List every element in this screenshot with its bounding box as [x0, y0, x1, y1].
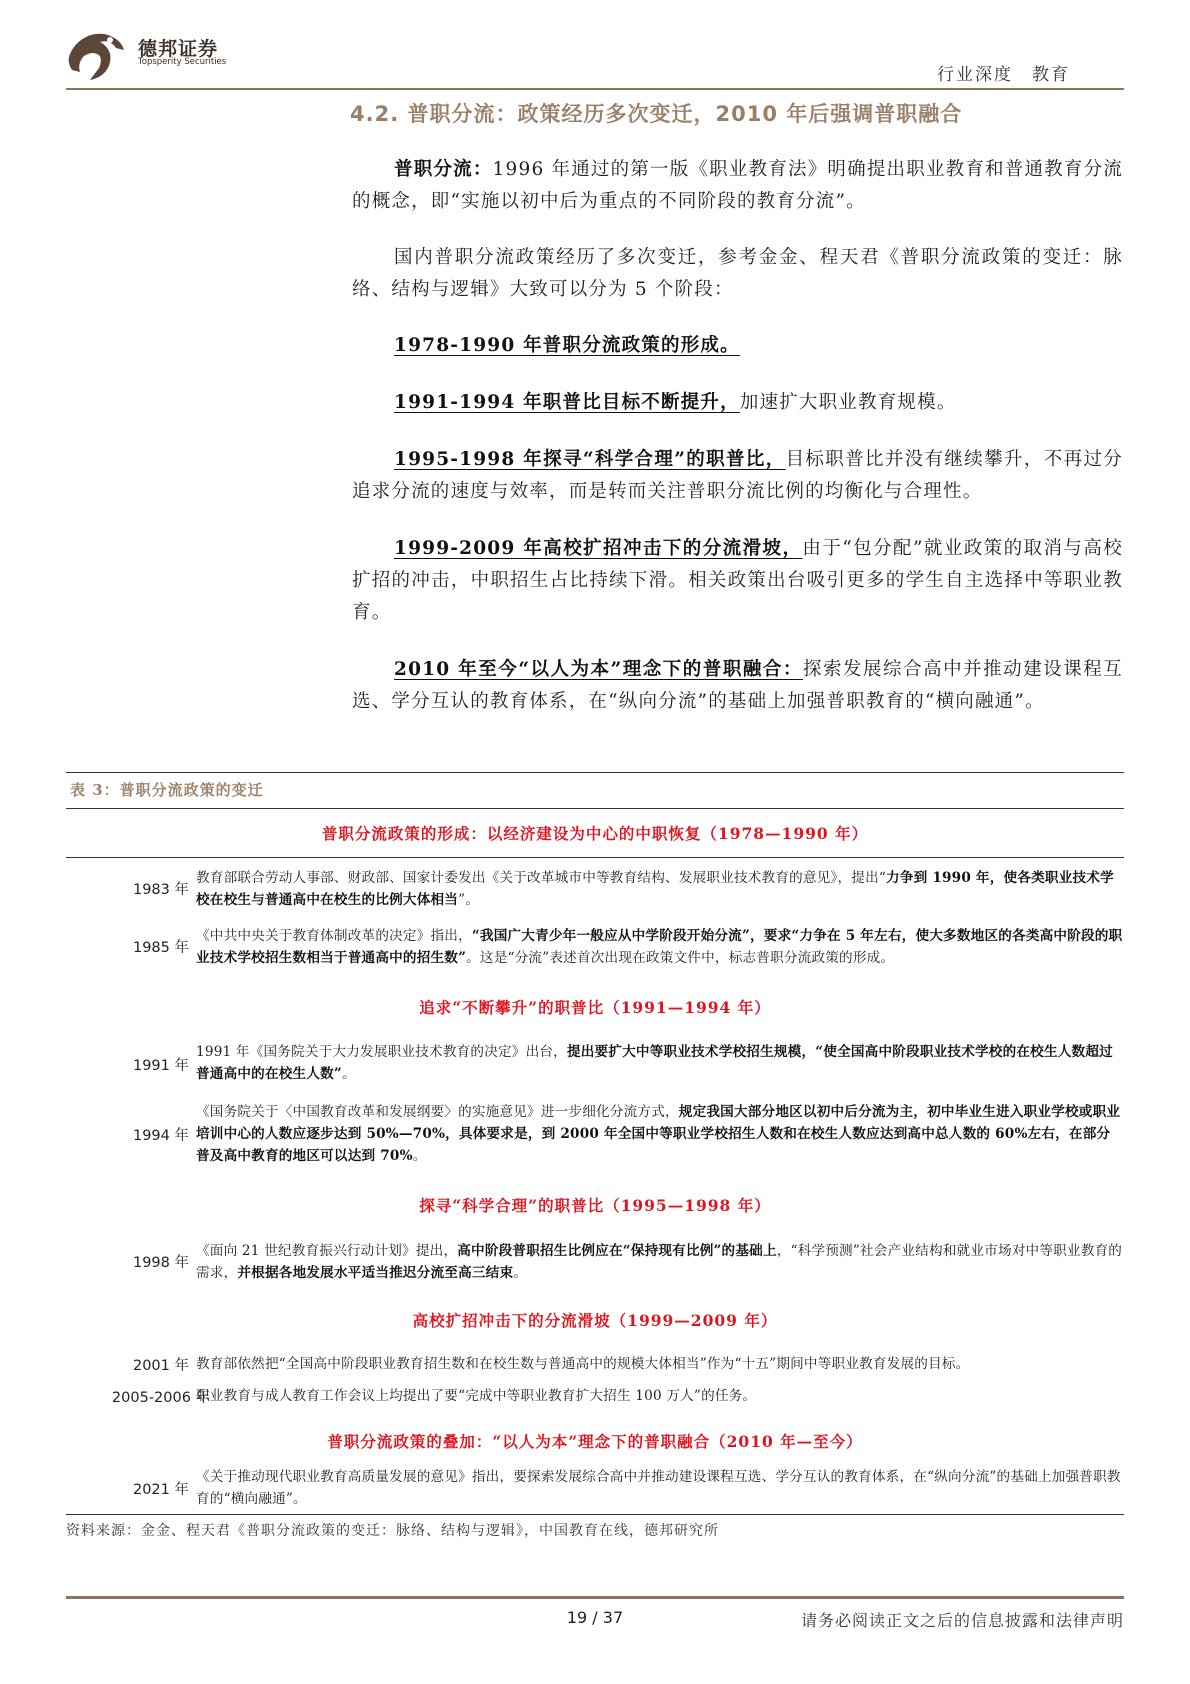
stage-3-text: 目标职普比并没有继续攀升，不再过分追求分流的速度与效率，而是转而关注普职分流比例的均衡化与合理性。 — [352, 449, 1123, 502]
stages-overview-text: 国内普职分流政策经历了多次变迁，参考金金、程天君《普职分流政策的变迁：脉络、结构与逻辑》大致可以分为 5 个阶段： — [352, 247, 1123, 300]
stage-2-title: 1991-1994 年职普比目标不断提升， — [394, 392, 740, 413]
stage-5-text: 探索发展综合高中并推动建设课程互选、学分互认的教育体系，在“纵向分流”的基础上加强普职教育的“横向融通”。 — [352, 659, 1123, 712]
section-title: 4.2. 普职分流：政策经历多次变迁，2010 年后强调普职融合 — [350, 102, 963, 126]
page-number: 19 / 37 — [566, 1608, 624, 1627]
stage-4-title: 1999-2009 年高校扩招冲击下的分流滑坡， — [394, 538, 803, 559]
paragraph-stage-3 — [352, 444, 1123, 508]
logo-icon — [66, 26, 128, 82]
report-category: 行业深度 教育 — [937, 65, 1070, 85]
footer-divider — [66, 1596, 1124, 1599]
table-caption: 表 3：普职分流政策的变迁 — [70, 781, 264, 799]
table-row-year: 1994 年 — [132, 1128, 189, 1144]
table-row-year: 1991 年 — [132, 1058, 189, 1074]
table-section-rule — [66, 857, 1124, 858]
table-row-year: 1985 年 — [132, 940, 189, 956]
table-section-header: 普职分流政策的形成：以经济建设为中心的中职恢复（1978—1990 年） — [321, 824, 869, 843]
table-source-note: 资料来源：金金、程天君《普职分流政策的变迁：脉络、结构与逻辑》，中国教育在线，德邦研究所 — [66, 1523, 719, 1539]
table-bottom-rule — [66, 1514, 1124, 1515]
stage-5-title: 2010 年至今“以人为本”理念下的普职融合： — [394, 659, 803, 680]
stage-1-title: 1978-1990 年普职分流政策的形成。 — [394, 335, 740, 356]
table-row-text: 《国务院关于〈中国教育改革和发展纲要〉的实施意见》进一步细化分流方式，规定我国大部分地区以初中后分流为主，初中毕业生进入职业学校或职业培训中心的人数应逐步达到 50%—70%，具体要求是，到 2000 年全国中等职业学校招生人数和在校生人数应达到高中总人数的 60%左右，在部分普及高中教育的地区可以达到 70%。 — [196, 1104, 1121, 1164]
disclaimer-notice: 请务必阅读正文之后的信息披露和法律声明 — [800, 1611, 1124, 1630]
table-row-text: 《面向 21 世纪教育振兴行动计划》提出，高中阶段普职招生比例应在“保持现有比例”的基础上，“科学预测”社会产业结构和就业市场对中等职业教育的需求，并根据各地发展水平适当推迟分流至高三结束。 — [196, 1243, 1123, 1281]
logo-english-name: Topsperity Securities — [138, 57, 227, 67]
table-row-year: 2005-2006 年 — [111, 1390, 211, 1406]
table-row-year: 1998 年 — [132, 1255, 189, 1271]
table-row-text: 1991 年《国务院关于大力发展职业技术教育的决定》出台，提出要扩大中等职业技术学校招生规模，“使全国高中阶段职业技术学校的在校生人数超过普通高中的在校生人数”。 — [196, 1044, 1113, 1082]
paragraph-stage-1 — [352, 330, 1123, 362]
paragraph-stage-2 — [352, 387, 1123, 419]
table-caption-rule — [66, 808, 1124, 809]
table-row-text: 职业教育与成人教育工作会议上均提出了要“完成中等职业教育扩大招生 100 万人”的任务。 — [196, 1388, 757, 1404]
table-row-year: 1983 年 — [132, 882, 189, 898]
intro-bold-lead: 普职分流： — [394, 159, 493, 180]
table-row-text: 《关于推动现代职业教育高质量发展的意见》指出，要探索发展综合高中并推动建设课程互选、学分互认的教育体系，在“纵向分流”的基础上加强普职教育的“横向融通”。 — [196, 1469, 1121, 1507]
paragraph-stage-5 — [352, 654, 1123, 718]
logo-chinese-name: 德邦证券 — [138, 38, 219, 60]
table-row-text: 教育部联合劳动人事部、财政部、国家计委发出《关于改革城市中等教育结构、发展职业技术教育的意见》，提出“力争到 1990 年，使各类职业技术学校在校生与普通高中在校生的比例大体相当”。 — [196, 870, 1114, 908]
paragraph-intro — [352, 154, 1123, 218]
stage-4-text: 由于“包分配”就业政策的取消与高校扩招的冲击，中职招生占比持续下滑。相关政策出台吸引更多的学生自主选择中等职业教育。 — [352, 538, 1123, 623]
intro-text: 1996 年通过的第一版《职业教育法》明确提出职业教育和普通教育分流的概念，即“实施以初中后为重点的不同阶段的教育分流”。 — [352, 159, 1123, 212]
table-section-header: 高校扩招冲击下的分流滑坡（1999—2009 年） — [412, 1311, 778, 1330]
table-top-rule — [66, 772, 1124, 773]
table-section-header: 探寻“科学合理”的职普比（1995—1998 年） — [419, 1196, 771, 1215]
stage-3-title: 1995-1998 年探寻“科学合理”的职普比， — [394, 449, 786, 470]
table-row-text: 《中共中央关于教育体制改革的决定》指出，“我国广大青少年一般应从中学阶段开始分流”，要求“力争在 5 年左右，使大多数地区的各类高中阶段的职业技术学校招生数相当于普通高中的招生数”。这是“分流”表述首次出现在政策文件中，标志普职分流政策的形成。 — [196, 928, 1123, 966]
table-row-year: 2021 年 — [132, 1482, 189, 1498]
paragraph-stage-4 — [352, 533, 1123, 629]
table-row-text: 教育部依然把“全国高中阶段职业教育招生数和在校生数与普通高中的规模大体相当”作为“十五”期间中等职业教育发展的目标。 — [196, 1356, 970, 1372]
company-logo — [66, 26, 326, 82]
table-row-year: 2001 年 — [132, 1358, 189, 1374]
table-section-header: 普职分流政策的叠加：“以人为本”理念下的普职融合（2010 年—至今） — [327, 1432, 863, 1451]
paragraph-stages-overview — [352, 242, 1123, 306]
table-section-header: 追求“不断攀升”的职普比（1991—1994 年） — [419, 998, 771, 1017]
header-divider — [66, 88, 1124, 90]
stage-2-text: 加速扩大职业教育规模。 — [739, 392, 957, 413]
